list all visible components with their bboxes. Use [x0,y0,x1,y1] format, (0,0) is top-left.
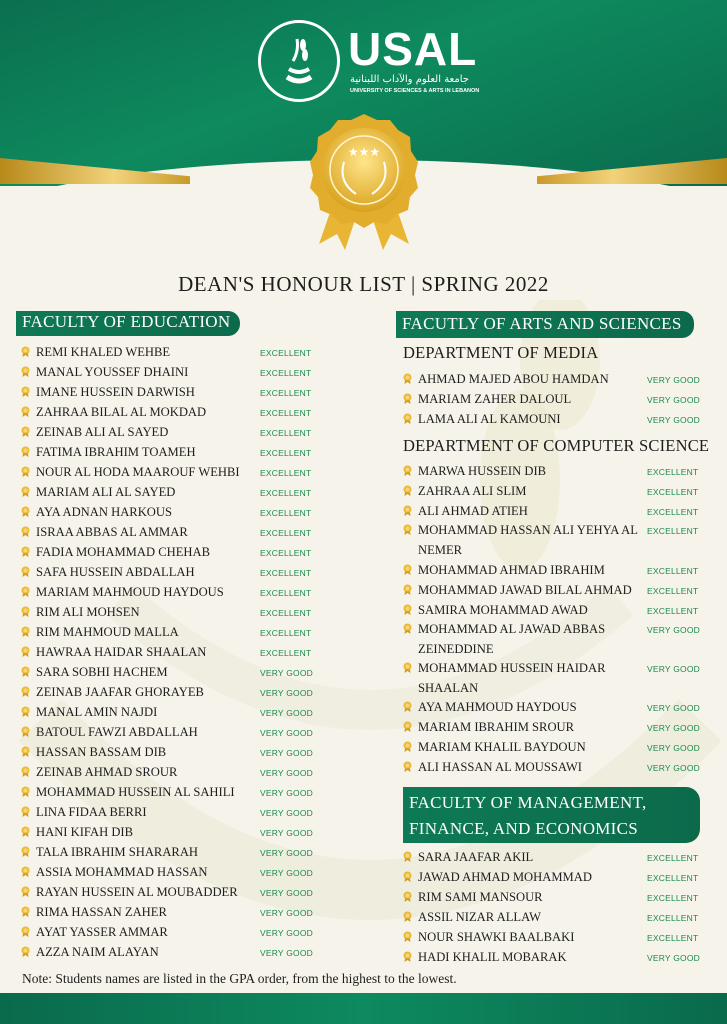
medal-bullet-icon [20,366,31,377]
student-grade: VERY GOOD [260,748,313,758]
student-name: TALA IBRAHIM SHARARAH [36,845,199,859]
student-name: MARIAM ZAHER DALOUL [418,392,572,406]
student-name: MOHAMMAD HUSSEIN HAIDAR SHAALAN [418,661,606,695]
student-name: MARIAM ALI AL SAYED [36,485,176,499]
medal-bullet-icon [402,951,413,962]
logo-arabic-text: جامعة العلوم والآداب اللبنانية [350,74,469,85]
student-grade: VERY GOOD [647,743,700,753]
student-name: SAMIRA MOHAMMAD AWAD [418,603,588,617]
student-row [402,757,702,777]
student-grade: VERY GOOD [647,763,700,773]
student-name: HADI KHALIL MOBARAK [418,950,567,964]
student-name: SAFA HUSSEIN ABDALLAH [36,565,195,579]
student-row [402,697,702,717]
student-grade: VERY GOOD [647,723,700,733]
student-row [20,722,320,742]
student-row [402,409,702,429]
faculty-management-heading [403,787,700,843]
student-row [20,382,320,402]
student-grade: EXCELLENT [647,873,699,883]
student-name: HAWRAA HAIDAR SHAALAN [36,645,207,659]
medal-bullet-icon [20,606,31,617]
student-grade: EXCELLENT [260,508,312,518]
medal-bullet-icon [402,604,413,615]
medal-bullet-icon [402,741,413,752]
student-name: RAYAN HUSSEIN AL MOUBADDER [36,885,238,899]
student-name: ASSIL NIZAR ALLAW [418,910,542,924]
student-name: SARA JAAFAR AKIL [418,850,534,864]
student-row [402,520,702,560]
student-grade: VERY GOOD [260,928,313,938]
student-name: MOHAMMAD HUSSEIN AL SAHILI [36,785,235,799]
faculty-management-heading-line2: FINANCE, AND ECONOMICS [409,819,639,838]
student-name: FATIMA IBRAHIM TOAMEH [36,445,196,459]
gold-medal-icon [305,112,423,252]
svg-text:★★★: ★★★ [347,145,381,159]
student-name: FADIA MOHAMMAD CHEHAB [36,545,210,559]
student-row [402,907,702,927]
student-name: MOHAMMAD AL JAWAD ABBAS ZEINEDDINE [418,622,606,656]
student-name: ALI HASSAN AL MOUSSAWI [418,760,583,774]
medal-bullet-icon [20,906,31,917]
student-name: ZEINAB JAAFAR GHORAYEB [36,685,204,699]
student-row [20,882,320,902]
student-name: MARIAM IBRAHIM SROUR [418,720,575,734]
student-grade: EXCELLENT [647,526,699,536]
medal-bullet-icon [20,706,31,717]
student-name: RIMA HASSAN ZAHER [36,905,167,919]
medal-bullet-icon [20,506,31,517]
student-name: REMI KHALED WEHBE [36,345,171,359]
student-grade: VERY GOOD [260,788,313,798]
student-row [20,602,320,622]
student-row [20,422,320,442]
student-name: MOHAMMAD HASSAN ALI YEHYA AL NEMER [418,523,638,557]
student-name: ZAHRAA ALI SLIM [418,484,527,498]
student-name: AYAT YASSER AMMAR [36,925,168,939]
student-name: JAWAD AHMAD MOHAMMAD [418,870,592,884]
student-row [20,942,320,962]
student-grade: EXCELLENT [647,586,699,596]
student-row [20,702,320,722]
student-name: SARA SOBHI HACHEM [36,665,168,679]
usal-logo-emblem [258,20,340,102]
medal-bullet-icon [402,524,413,535]
medal-bullet-icon [402,871,413,882]
medal-bullet-icon [402,662,413,673]
student-name: AZZA NAIM ALAYAN [36,945,159,959]
medal-bullet-icon [20,746,31,757]
medal-bullet-icon [20,446,31,457]
student-row [20,922,320,942]
student-grade: EXCELLENT [260,568,312,578]
student-grade: VERY GOOD [260,828,313,838]
student-row [402,887,702,907]
medal-bullet-icon [20,406,31,417]
medal-bullet-icon [20,386,31,397]
medal-bullet-icon [20,806,31,817]
student-name: IMANE HUSSEIN DARWISH [36,385,195,399]
student-grade: EXCELLENT [647,467,699,477]
medal-bullet-icon [402,373,413,384]
student-grade: VERY GOOD [260,668,313,678]
medal-bullet-icon [20,926,31,937]
student-grade: EXCELLENT [260,488,312,498]
student-name: HASSAN BASSAM DIB [36,745,167,759]
student-grade: EXCELLENT [647,853,699,863]
student-grade: EXCELLENT [647,933,699,943]
student-grade: VERY GOOD [260,768,313,778]
student-grade: VERY GOOD [647,664,700,674]
logo-subtitle: UNIVERSITY OF SCIENCES & ARTS IN LEBANON [350,88,480,94]
medal-bullet-icon [20,526,31,537]
student-name: ZAHRAA BILAL AL MOKDAD [36,405,207,419]
student-row [402,560,702,580]
student-name: MOHAMMAD AHMAD IBRAHIM [418,563,605,577]
student-row [20,482,320,502]
medal-bullet-icon [20,786,31,797]
student-row [20,462,320,482]
student-row [402,481,702,501]
logo-name: USAL [348,23,478,75]
student-grade: VERY GOOD [260,888,313,898]
student-row [20,562,320,582]
medal-bullet-icon [20,646,31,657]
student-grade: EXCELLENT [647,913,699,923]
student-row [20,662,320,682]
student-grade: VERY GOOD [647,703,700,713]
student-row [20,362,320,382]
medal-bullet-icon [402,413,413,424]
footnote: Note: Students names are listed in the GPA order, from the highest to the lowest. [22,971,457,986]
student-grade: VERY GOOD [647,375,700,385]
student-grade: VERY GOOD [647,415,700,425]
student-name: ISRAA ABBAS AL AMMAR [36,525,188,539]
medal-bullet-icon [20,466,31,477]
student-name: MARIAM KHALIL BAYDOUN [418,740,586,754]
student-row [20,742,320,762]
student-row [402,658,702,697]
student-row [20,642,320,662]
student-grade: VERY GOOD [260,868,313,878]
student-row [402,501,702,520]
medal-bullet-icon [20,766,31,777]
student-row [20,802,320,822]
medal-bullet-icon [402,393,413,404]
student-row [402,867,702,887]
student-name: NOUR AL HODA MAAROUF WEHBI [36,465,240,479]
student-row [402,947,702,967]
student-grade: VERY GOOD [260,948,313,958]
page-title: DEAN'S HONOUR LIST | SPRING 2022 [178,272,549,296]
department-cs-heading: DEPARTMENT OF COMPUTER SCIENCE [403,436,710,455]
department-media-heading: DEPARTMENT OF MEDIA [403,343,599,362]
student-name: BATOUL FAWZI ABDALLAH [36,725,198,739]
student-name: MOHAMMAD JAWAD BILAL AHMAD [418,583,632,597]
student-grade: VERY GOOD [647,625,700,635]
student-row [20,582,320,602]
medal-bullet-icon [20,566,31,577]
student-name: LINA FIDAA BERRI [36,805,147,819]
faculty-arts-heading: FACUTLY OF ARTS AND SCIENCES [396,311,694,338]
medal-bullet-icon [402,505,413,516]
medal-bullet-icon [20,586,31,597]
medal-bullet-icon [402,584,413,595]
student-name: ASSIA MOHAMMAD HASSAN [36,865,208,879]
student-name: ALI AHMAD ATIEH [418,504,528,518]
student-name: RIM SAMI MANSOUR [418,890,543,904]
student-grade: EXCELLENT [647,487,699,497]
student-grade: VERY GOOD [260,908,313,918]
student-grade: EXCELLENT [260,388,312,398]
medal-bullet-icon [402,911,413,922]
student-row [20,682,320,702]
student-name: RIM MAHMOUD MALLA [36,625,179,639]
student-grade: EXCELLENT [260,428,312,438]
student-name: MARIAM MAHMOUD HAYDOUS [36,585,224,599]
student-grade: VERY GOOD [647,953,700,963]
footer-bar [0,993,727,1024]
student-row [402,717,702,737]
student-row [20,542,320,562]
student-row [20,622,320,642]
student-row [20,342,320,362]
student-row [20,822,320,842]
faculty-management-heading-line1: FACULTY OF MANAGEMENT, [409,793,647,812]
medal-bullet-icon [20,686,31,697]
student-grade: VERY GOOD [260,728,313,738]
student-grade: EXCELLENT [260,588,312,598]
student-grade: EXCELLENT [647,566,699,576]
student-grade: VERY GOOD [260,708,313,718]
medal-bullet-icon [402,623,413,634]
student-row [402,927,702,947]
student-grade: EXCELLENT [647,606,699,616]
student-grade: EXCELLENT [260,628,312,638]
student-name: LAMA ALI AL KAMOUNI [418,412,561,426]
medal-bullet-icon [20,546,31,557]
student-name: MANAL AMIN NAJDI [36,705,158,719]
student-row [20,782,320,802]
medal-bullet-icon [20,666,31,677]
medal-bullet-icon [20,886,31,897]
student-row [20,862,320,882]
student-name: ZEINAB AHMAD SROUR [36,765,178,779]
medal-bullet-icon [20,426,31,437]
student-row [20,402,320,422]
student-row [402,619,702,658]
student-row [402,847,702,867]
student-grade: EXCELLENT [260,528,312,538]
student-row [402,461,702,481]
student-grade: EXCELLENT [260,408,312,418]
faculty-education-heading: FACULTY OF EDUCATION [16,311,240,336]
student-grade: EXCELLENT [260,468,312,478]
student-row [20,902,320,922]
student-row [20,762,320,782]
student-row [402,737,702,757]
student-name: AYA ADNAN HARKOUS [36,505,172,519]
student-grade: EXCELLENT [260,608,312,618]
student-name: HANI KIFAH DIB [36,825,134,839]
medal-bullet-icon [402,564,413,575]
student-grade: EXCELLENT [260,448,312,458]
medal-bullet-icon [402,851,413,862]
student-row [402,389,702,409]
student-name: ZEINAB ALI AL SAYED [36,425,169,439]
medal-bullet-icon [20,726,31,737]
student-row [20,442,320,462]
medal-bullet-icon [402,701,413,712]
student-name: AYA MAHMOUD HAYDOUS [418,700,577,714]
student-row [20,842,320,862]
wheat-icon [261,23,337,99]
medal-bullet-icon [402,721,413,732]
medal-bullet-icon [20,866,31,877]
student-row [402,369,702,389]
student-name: AHMAD MAJED ABOU HAMDAN [418,372,609,386]
medal-bullet-icon [20,846,31,857]
student-row [402,600,702,619]
medal-bullet-icon [402,931,413,942]
medal-bullet-icon [20,486,31,497]
medal-bullet-icon [20,826,31,837]
medal-bullet-icon [20,626,31,637]
student-grade: VERY GOOD [260,848,313,858]
student-row [20,502,320,522]
student-grade: EXCELLENT [260,648,312,658]
student-grade: EXCELLENT [260,368,312,378]
student-row [20,522,320,542]
student-grade: VERY GOOD [260,688,313,698]
student-name: RIM ALI MOHSEN [36,605,140,619]
student-name: MANAL YOUSSEF DHAINI [36,365,189,379]
student-grade: VERY GOOD [260,808,313,818]
student-name: NOUR SHAWKI BAALBAKI [418,930,575,944]
student-row [402,580,702,600]
student-grade: EXCELLENT [260,348,312,358]
medal-bullet-icon [402,761,413,772]
student-grade: EXCELLENT [647,507,699,517]
student-name: MARWA HUSSEIN DIB [418,464,547,478]
medal-bullet-icon [20,346,31,357]
medal-bullet-icon [402,465,413,476]
medal-bullet-icon [20,946,31,957]
student-grade: VERY GOOD [647,395,700,405]
medal-bullet-icon [402,485,413,496]
medal-bullet-icon [402,891,413,902]
student-grade: EXCELLENT [260,548,312,558]
student-grade: EXCELLENT [647,893,699,903]
